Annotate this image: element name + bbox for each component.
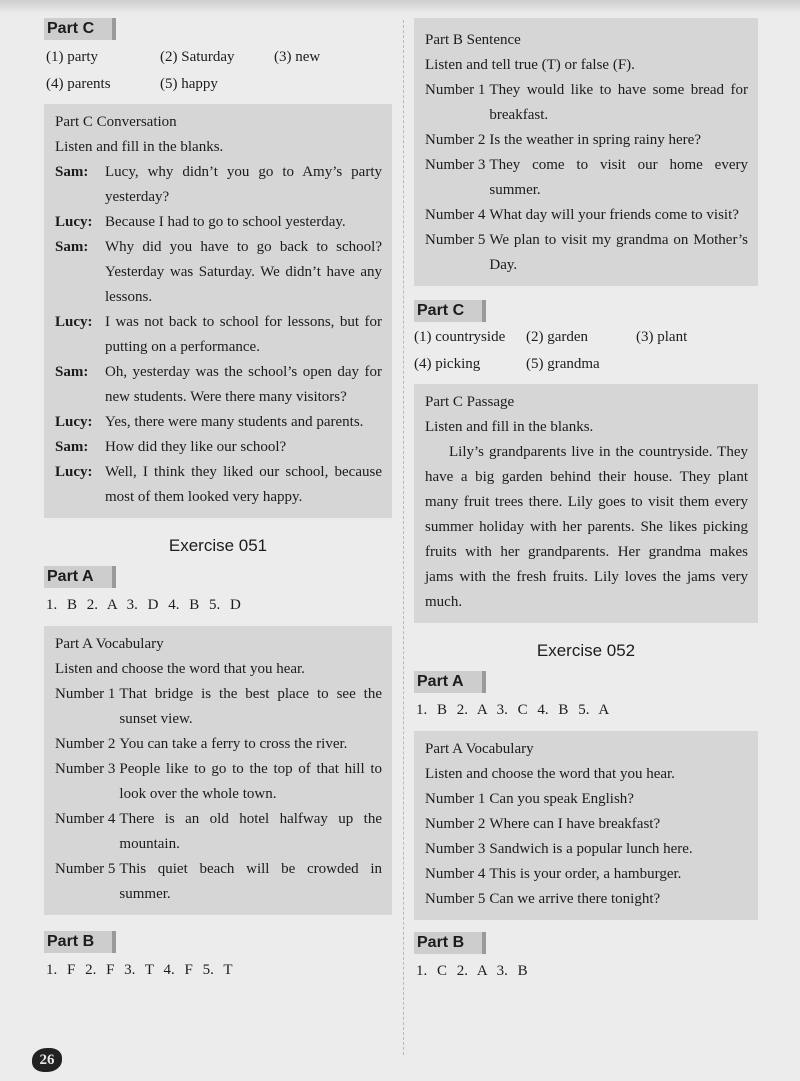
list-item: [425, 862, 748, 887]
speaker: Lucy:: [55, 314, 93, 330]
list-item: [425, 837, 748, 862]
item-text: We plan to visit my grandma on Mother’s Day.: [489, 232, 748, 273]
section-heading: Part C Conversation: [55, 114, 177, 130]
part-c-label: Part C: [414, 300, 486, 322]
dialogue-text: Well, I think they liked our school, because most of them looked very happy.: [105, 464, 382, 505]
item-number: Number 5: [425, 891, 486, 907]
item-number: Number 5: [55, 861, 116, 877]
list-item: [55, 732, 382, 757]
dialogue-line: [55, 460, 382, 510]
list-item: [55, 857, 382, 907]
list-item: [425, 153, 748, 203]
dialogue-line: [55, 360, 382, 410]
item-number: Number 1: [55, 686, 116, 702]
section-heading: Part B Sentence: [425, 32, 521, 48]
item-text: They would like to have some bread for breakfast.: [489, 82, 748, 123]
exercise-title: Exercise 052: [536, 641, 636, 660]
part-a-answers: 1. B 2. A 3. C 4. B 5. A: [416, 702, 610, 718]
part-b-answers: 1. F 2. F 3. T 4. F 5. T: [46, 962, 233, 978]
item-text: This quiet beach will be crowded in summer.: [119, 861, 382, 902]
list-item: [425, 78, 748, 128]
page-number-badge: 26: [32, 1048, 62, 1072]
section-heading: Part C Passage: [425, 394, 515, 410]
part-b-answers: 1. C 2. A 3. B: [416, 963, 528, 979]
item-text: Sandwich is a popular lunch here.: [489, 841, 693, 857]
dialogue-text: Because I had to go to school yesterday.: [105, 214, 346, 230]
left-column: [44, 18, 392, 987]
list-item: [425, 203, 748, 228]
item-text: They come to visit our home every summer.: [489, 157, 748, 198]
instruction: Listen and choose the word that you hear.: [425, 766, 675, 782]
part-c-label: Part C: [44, 18, 116, 40]
speaker: Sam:: [55, 364, 89, 380]
right-column: [414, 18, 758, 988]
item-number: Number 1: [425, 791, 486, 807]
section-heading: Part A Vocabulary: [425, 741, 534, 757]
part-a-label: Part A: [44, 566, 116, 588]
answer-item: (1) countryside: [414, 329, 506, 345]
item-number: Number 4: [425, 866, 486, 882]
part-b-label: Part B: [44, 931, 116, 953]
dialogue-text: Lucy, why didn’t you go to Amy’s party yesterday?: [105, 164, 382, 205]
part-b-label: Part B: [414, 932, 486, 954]
speaker: Sam:: [55, 164, 89, 180]
item-text: There is an old hotel halfway up the mountain.: [119, 811, 382, 852]
instruction: Listen and tell true (T) or false (F).: [425, 57, 635, 73]
dialogue-line: [55, 410, 382, 435]
speaker: Lucy:: [55, 464, 93, 480]
answer-item: (3) new: [274, 49, 321, 65]
item-number: Number 4: [425, 207, 486, 223]
instruction: Listen and choose the word that you hear.: [55, 661, 305, 677]
item-number: Number 3: [425, 841, 486, 857]
item-number: Number 2: [55, 736, 116, 752]
dialogue-line: [55, 160, 382, 210]
passage-box: [414, 384, 758, 623]
list-item: [55, 682, 382, 732]
item-number: Number 1: [425, 82, 486, 98]
list-item: [425, 887, 748, 912]
item-text: What day will your friends come to visit?: [489, 207, 739, 223]
dialogue-text: Oh, yesterday was the school’s open day for new students. Were there many visitors?: [105, 364, 382, 405]
exercise-title: Exercise 051: [168, 536, 268, 555]
conversation-box: [44, 104, 392, 518]
dialogue-text: Why did you have to go back to school? Yesterday was Saturday. We didn’t have any lessons.: [105, 239, 382, 305]
dialogue-line: [55, 310, 382, 360]
item-number: Number 3: [55, 761, 116, 777]
list-item: [425, 812, 748, 837]
sentence-box: [414, 18, 758, 286]
dialogue-line: [55, 435, 382, 460]
item-text: This is your order, a hamburger.: [489, 866, 682, 882]
list-item: [425, 228, 748, 278]
answer-item: (5) happy: [160, 76, 218, 92]
top-edge: [0, 0, 800, 14]
item-number: Number 2: [425, 132, 486, 148]
item-text: Is the weather in spring rainy here?: [489, 132, 701, 148]
list-item: [425, 787, 748, 812]
section-heading: Part A Vocabulary: [55, 636, 164, 652]
vocabulary-box: [44, 626, 392, 915]
list-item: [55, 807, 382, 857]
instruction: Listen and fill in the blanks.: [55, 139, 224, 155]
answer-item: (5) grandma: [526, 356, 600, 372]
list-item: [55, 757, 382, 807]
speaker: Lucy:: [55, 414, 93, 430]
column-divider: [403, 20, 404, 1055]
answer-item: (1) party: [46, 49, 99, 65]
item-number: Number 3: [425, 157, 486, 173]
answer-item: (2) Saturday: [160, 49, 235, 65]
vocabulary-box: [414, 731, 758, 920]
answer-item: (4) parents: [46, 76, 111, 92]
answer-item: (4) picking: [414, 356, 481, 372]
dialogue-line: [55, 210, 382, 235]
part-a-answers: 1. B 2. A 3. D 4. B 5. D: [46, 597, 241, 613]
item-text: Can you speak English?: [489, 791, 634, 807]
item-number: Number 2: [425, 816, 486, 832]
dialogue-line: [55, 235, 382, 310]
item-text: Where can I have breakfast?: [489, 816, 661, 832]
dialogue-text: How did they like our school?: [105, 439, 287, 455]
item-number: Number 4: [55, 811, 116, 827]
item-text: You can take a ferry to cross the river.: [119, 736, 348, 752]
item-text: Can we arrive there tonight?: [489, 891, 661, 907]
speaker: Sam:: [55, 239, 89, 255]
part-c-answers: [44, 40, 392, 104]
part-c-answers: [414, 322, 758, 384]
dialogue-text: I was not back to school for lessons, but for putting on a performance.: [105, 314, 382, 355]
list-item: [425, 128, 748, 153]
answer-item: (3) plant: [636, 329, 688, 345]
passage-text: Lily’s grandparents live in the countryside. They have a big garden behind their house. They plant many fruit trees there. Lily goes to visit them every summer holiday with her parents. She likes picking fruits with her grandparents. Her grandma makes jams with the fresh fruits. Lily loves the jams very much.: [425, 444, 748, 610]
part-a-label: Part A: [414, 671, 486, 693]
instruction: Listen and fill in the blanks.: [425, 419, 594, 435]
item-text: That bridge is the best place to see the sunset view.: [119, 686, 382, 727]
item-number: Number 5: [425, 232, 486, 248]
speaker: Lucy:: [55, 214, 93, 230]
item-text: People like to go to the top of that hill to look over the whole town.: [119, 761, 382, 802]
speaker: Sam:: [55, 439, 89, 455]
dialogue-text: Yes, there were many students and parents.: [105, 414, 364, 430]
answer-item: (2) garden: [526, 329, 589, 345]
